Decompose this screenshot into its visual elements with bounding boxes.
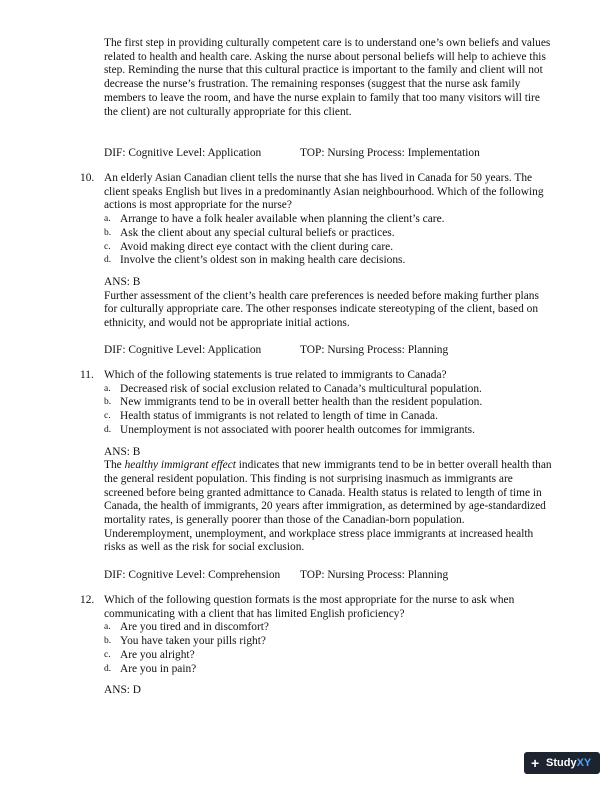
- question-stem: Which of the following statements is true related to immigrants to Canada?: [104, 369, 447, 381]
- question-10: [80, 172, 552, 331]
- option-d: d. Unemployment is not associated with poorer health outcomes for immigrants.: [104, 423, 475, 436]
- question-11: [80, 369, 552, 555]
- option-b: b. New immigrants tend to be in overall better health than the resident population.: [104, 396, 483, 409]
- options-list: [104, 383, 552, 438]
- question-stem: Which of the following question formats is the most appropriate for the nurse to ask when communicating with a client that has limited English proficiency?: [104, 594, 515, 620]
- question-number: 10.: [80, 172, 95, 184]
- option-d: d. Are you in pain?: [104, 662, 197, 675]
- rationale-paragraph: [104, 37, 552, 119]
- option-d: d. Involve the client’s oldest son in making health care decisions.: [104, 254, 406, 267]
- answer: ANS: B: [104, 445, 141, 458]
- option-b: b. Ask the client about any special cultural beliefs or practices.: [104, 226, 395, 239]
- option-c: c. Avoid making direct eye contact with the client during care.: [104, 240, 394, 253]
- options-list: [104, 621, 552, 676]
- plus-icon: +: [531, 755, 540, 771]
- option-c: c. Health status of immigrants is not related to length of time in Canada.: [104, 410, 438, 423]
- option-a: a. Decreased risk of social exclusion related to Canada’s multicultural population.: [104, 382, 482, 395]
- meta-row: [104, 344, 552, 358]
- question-stem: An elderly Asian Canadian client tells the nurse that she has lived in Canada for 50 years. The client speaks English but lives in a predominantly Asian neighbourhood. Which of the following actions is most appropriate for the nurse?: [104, 172, 544, 212]
- dif-label: DIF: Cognitive Level: Application: [104, 344, 262, 356]
- top-label: TOP: Nursing Process: Implementation: [300, 147, 480, 159]
- option-a: a. Arrange to have a folk healer available when planning the client’s care.: [104, 213, 445, 226]
- rationale-text: The first step in providing culturally competent care is to understand one’s own beliefs and values related to health and health care. Asking the nurse about personal beliefs will help to achieve this step. Reminding the nurse that this cultural practice is important to the family and client will not decrease the nurse’s frustration. The remaining responses (suggest that the nurse ask family members to leave the room, and have the nurse explain to family that too many visitors will tire the client) are not culturally appropriate for this client.: [104, 37, 551, 118]
- option-c: c. Are you alright?: [104, 648, 195, 661]
- meta-row: [104, 147, 552, 161]
- dif-label: DIF: Cognitive Level: Application: [104, 147, 262, 159]
- top-label: TOP: Nursing Process: Planning: [300, 344, 449, 356]
- top-label: TOP: Nursing Process: Planning: [300, 569, 449, 581]
- question-number: 12.: [80, 594, 95, 606]
- option-b: b. You have taken your pills right?: [104, 635, 266, 648]
- options-list: [104, 213, 552, 268]
- question-12: [80, 594, 552, 698]
- key-term: healthy immigrant effect: [124, 459, 236, 472]
- answer-rationale: Further assessment of the client’s health care preferences is needed before making further plans for culturally appropriate care. The other responses indicate stereotyping of the client, based on ethnicity, and would not be appropriate initial actions.: [104, 289, 539, 330]
- option-a: a. Are you tired and in discomfort?: [104, 621, 269, 634]
- answer: ANS: D: [104, 684, 142, 697]
- answer-rationale: The healthy immigrant effect indicates that new immigrants tend to be in better overall health than the general resident population. This finding is not surprising inasmuch as immigrants are screened before being granted admittance to Canada. Health status is related to length of time in Canada, the health of immigrants, 20 years after immigration, as determined by age-standardized mortality rates, is generally poorer than those of the Canadian-born population. Underemployment, unemployment, and workplace stress place immigrants at increased health risks as well as the risk for social exclusion.: [104, 459, 552, 554]
- question-number: 11.: [80, 369, 94, 381]
- answer: ANS: B: [104, 275, 141, 288]
- brand-logo: StudyXY: [546, 757, 592, 769]
- meta-row: [104, 569, 552, 583]
- studyxy-badge[interactable]: [524, 752, 600, 774]
- dif-label: DIF: Cognitive Level: Comprehension: [104, 569, 281, 581]
